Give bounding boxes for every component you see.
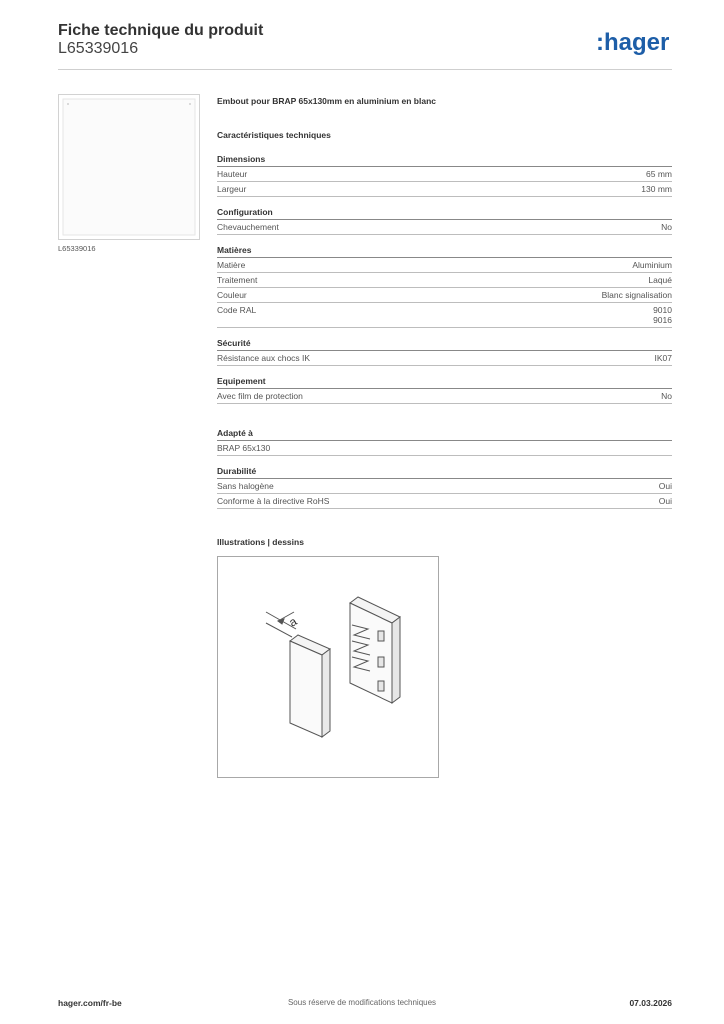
thumbnail-panel-icon [59,95,199,239]
section-title: Configuration [217,207,672,220]
spec-value: 9010 [653,305,672,315]
section-matieres [217,245,672,328]
section-adapte [217,428,672,456]
spec-row [217,288,672,303]
spec-label: Traitement [217,275,258,285]
spec-value: Aluminium [632,260,672,270]
thumbnail-label: L65339016 [58,244,96,253]
spec-label: Chevauchement [217,222,279,232]
spec-label: Largeur [217,184,247,194]
section-equipement [217,376,672,404]
spec-label: BRAP 65x130 [217,443,271,453]
product-reference: L65339016 [58,40,139,57]
section-dimensions [217,154,672,197]
header-divider [58,69,672,70]
spec-row [217,258,672,273]
spec-label: Couleur [217,290,247,300]
footer-website-link[interactable]: hager.com/fr-be [58,998,122,1008]
spec-value: IK07 [654,353,672,363]
spec-value: Oui [658,481,672,491]
section-configuration [217,207,672,235]
section-securite [217,338,672,366]
spec-value: 9016 [653,315,672,325]
spec-row [217,441,672,456]
spec-label: Hauteur [217,169,248,179]
section-durabilite [217,466,672,509]
spec-row [217,273,672,288]
spec-row [217,479,672,494]
section-title: Dimensions [217,154,672,167]
hager-logo [596,28,676,58]
end-cap-drawing-icon [218,557,438,777]
footer-notice: Sous réserve de modifications techniques [287,998,437,1007]
spec-value: Blanc signalisation [601,290,672,300]
spec-label: Avec film de protection [217,391,303,401]
spec-row [217,303,672,328]
product-description: Embout pour BRAP 65x130mm en aluminium en blanc [217,96,437,106]
spec-row [217,351,672,366]
illustration-drawing [217,556,439,778]
spec-value: Oui [658,496,672,506]
section-title: Durabilité [217,466,672,479]
spec-label: Code RAL [217,305,257,315]
spec-row [217,220,672,235]
spec-row [217,389,672,404]
spec-value: Laqué [648,275,672,285]
spec-row [217,182,672,197]
spec-content [217,96,672,519]
spec-value: No [661,391,672,401]
tech-heading: Caractéristiques techniques [217,130,331,140]
footer-date: 07.03.2026 [629,998,672,1008]
spec-value: No [661,222,672,232]
dimension-letter: a [286,614,300,630]
spec-value: 65 mm [646,169,672,179]
spec-label: Matière [217,260,246,270]
spec-label: Sans halogène [217,481,274,491]
spec-value-multi [653,305,672,325]
logo-text: :hager [596,29,670,56]
product-thumbnail [58,94,200,240]
section-title: Equipement [217,376,672,389]
section-title: Matières [217,245,672,258]
illustrations-title: Illustrations | dessins [217,537,304,547]
spec-label: Conforme à la directive RoHS [217,496,330,506]
section-title: Sécurité [217,338,672,351]
spec-label: Résistance aux chocs IK [217,353,311,363]
spec-row [217,494,672,509]
spec-row [217,167,672,182]
section-title: Adapté à [217,428,672,441]
page-title: Fiche technique du produit [58,22,264,39]
spec-value: 130 mm [641,184,672,194]
